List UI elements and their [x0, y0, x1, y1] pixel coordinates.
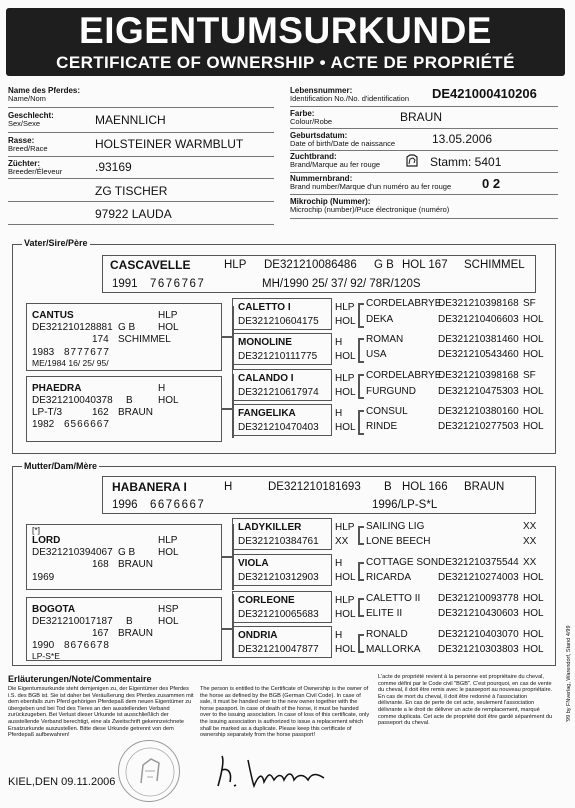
- gen4-sire-4-name: CORDELABRYE: [366, 370, 442, 381]
- gen4-sire-1-name: DEKA: [366, 314, 394, 325]
- gen3-dss-prefix: HLP: [335, 522, 355, 533]
- dam-dam-colour: BRAUN: [118, 628, 154, 639]
- gen4-dam-1-name: LONE BEECH: [366, 536, 431, 547]
- gen3-dss-name: LADYKILLER: [238, 522, 302, 533]
- dam-sire-height: 168: [92, 559, 109, 570]
- gen4-dam-7-name: MALLORKA: [366, 644, 421, 655]
- gen4-sire-0-mark: SF: [523, 298, 536, 309]
- gen4-dam-2-name: COTTAGE SON: [366, 557, 439, 568]
- gen3-ddd-ueln: DE321210047877: [238, 644, 319, 655]
- gen4-dam-5-ueln: DE321210430603: [438, 608, 519, 619]
- gen3-dsd-prefix: H: [335, 558, 343, 569]
- gen3-sdd-prefix: H: [335, 408, 343, 419]
- dam-dam-year: 1990: [32, 640, 55, 651]
- dam-dam-height: 167: [92, 628, 109, 639]
- sire-name: CASCAVELLE: [110, 258, 191, 272]
- gen4-sire-5-name: FURGUND: [366, 386, 416, 397]
- gen4-dam-4-mark: HOL: [523, 593, 544, 604]
- certificate-subtitle: CERTIFICATE OF OWNERSHIP • ACTE DE PROPRIÉTÉ: [56, 53, 515, 72]
- sire-dam-brand: B: [126, 395, 133, 406]
- gen4-sire-6-mark: HOL: [523, 406, 544, 417]
- gen3-ddd-breed: HOL: [335, 644, 356, 655]
- ueln-value: DE421000410206: [432, 86, 537, 101]
- dam-dam-lp: LP-S*E: [32, 651, 60, 661]
- sire-sire-year: 1983: [32, 347, 55, 358]
- title-banner: [6, 8, 565, 76]
- sire-dam-ln: 6566667: [64, 419, 110, 430]
- sire-sire-performance: ME/1984 16/ 25/ 95/: [32, 358, 109, 368]
- gen3-dds-ueln: DE321210065683: [238, 609, 319, 620]
- sire-dam-breed: HOL: [158, 395, 179, 406]
- sex-label: Geschlecht: Sex/Sexe: [8, 111, 54, 128]
- gen4-sire-1-mark: HOL: [523, 314, 544, 325]
- gen4-dam-6-name: RONALD: [366, 629, 408, 640]
- gen4-dam-5-name: ELITE II: [366, 608, 403, 619]
- gen4-sire-3-mark: HOL: [523, 349, 544, 360]
- gen3-ssd-name: MONOLINE: [238, 337, 292, 348]
- sire-sire-colour: SCHIMMEL: [118, 334, 171, 345]
- gen4-dam-4-ueln: DE321210093778: [438, 593, 519, 604]
- gen3-sds-breed: HOL: [335, 387, 356, 398]
- gen4-dam-7-ueln: DE321210303803: [438, 644, 519, 655]
- gen4-sire-3-ueln: DE321210543460: [438, 349, 519, 360]
- dam-dam-prefix: HSP: [158, 604, 179, 615]
- gen3-ssd-breed: HOL: [335, 351, 356, 362]
- signature-image: [208, 752, 340, 792]
- gen3-dds-name: CORLEONE: [238, 595, 295, 606]
- dam-section-label: Mutter/Dam/Mère: [24, 461, 98, 471]
- dam-dam-name: BOGOTA: [32, 604, 76, 615]
- sire-year: 1991: [112, 278, 138, 290]
- gen3-dds-breed: HOL: [335, 609, 356, 620]
- gen4-sire-0-name: CORDELABRYE: [366, 298, 442, 309]
- dob-value: 13.05.2006: [432, 132, 493, 146]
- notes-german: Die Eigentumsurkunde steht demjenigen zu, der Eigentümer des Pferdes i.S. des BGB ist. Sie ist daher bei Veräußerung des Pferdes zusammen mit dem ebenfalls zum Pferd gehörigen Pferdepaß dem neuen Eigentümer zu übergeben und bei Tod des Tieres an den ausstellenden Verband zurückzugeben. Bei Verlust dieser Urkunde ist ausschließlich der ausstellende Verband berechtigt, eine als Zweitschrift gekennzeichnete Ersatzurkunde auszustellen. Bitte diese Urkunde getrennt von dem Pferdepaß aufbewahren!: [8, 686, 194, 739]
- brand-stamm: Stamm: 5401: [430, 155, 502, 169]
- breed-label: Rasse: Breed/Race: [8, 136, 48, 153]
- sire-brand: G B: [374, 259, 394, 271]
- name-label: Name des Pferdes: Name/Nom: [8, 86, 81, 103]
- colour-value: BRAUN: [400, 110, 443, 124]
- gen3-sds-prefix: HLP: [335, 373, 355, 384]
- dam-year: 1996: [112, 499, 138, 511]
- gen4-sire-4-ueln: DE321210398168: [438, 370, 519, 381]
- gen4-sire-7-ueln: DE321210277503: [438, 421, 519, 432]
- gen3-sss-ueln: DE321210604175: [238, 316, 319, 327]
- sire-sire-ueln: DE321210128881: [32, 322, 113, 333]
- sire-dam-height: 162: [92, 407, 109, 418]
- sire-dam-ueln: DE321210040378: [32, 395, 113, 406]
- dam-sire-name: LORD: [32, 535, 61, 546]
- gen4-dam-7-mark: HOL: [523, 644, 544, 655]
- gen3-sdd-name: FANGELIKA: [238, 408, 296, 419]
- gen3-sdd-breed: HOL: [335, 422, 356, 433]
- dam-lp: 1996/LP-S*L: [372, 499, 438, 511]
- gen3-sss-name: CALETTO I: [238, 302, 291, 313]
- sire-section-label: Vater/Sire/Père: [24, 238, 88, 248]
- sire-sire-height: 174: [92, 334, 109, 345]
- gen4-dam-0-mark: XX: [523, 521, 537, 532]
- colour-label: Farbe: Colour/Robe: [290, 109, 333, 126]
- dam-breed: HOL 166: [402, 481, 448, 493]
- gen3-sss-prefix: HLP: [335, 302, 355, 313]
- sire-sire-brand: G B: [118, 322, 136, 333]
- sire-colour: SCHIMMEL: [464, 259, 525, 271]
- gen4-dam-4-name: CALETTO II: [366, 593, 421, 604]
- sire-dam-colour: BRAUN: [118, 407, 154, 418]
- gen4-dam-2-ueln: DE321210375544: [438, 557, 519, 568]
- sire-ln: 7676767: [150, 278, 206, 290]
- gen4-dam-2-mark: XX: [523, 557, 537, 568]
- brand-label: Zuchtbrand: Brand/Marque au fer rouge: [290, 152, 381, 169]
- dam-brand: B: [384, 481, 392, 493]
- gen4-sire-7-mark: HOL: [523, 421, 544, 432]
- notes-french: L'acte de propriété revient à la personne est propriétaire du cheval, comme défini par le Code civil "BGB". C'est pourquoi, en cas de vente du cheval, il doit être remis avec le passeport au nouveau propriétaire. En cas de mort du cheval, il doit être redonné à l'association délivrante. En cas de perte de cet acte, seulement l'association délivrante a le droit de délivrer un acte de remplacement, marqué comme duplicata. Cet acte de propriété doit être gardé séparément du passeport du cheval.: [378, 674, 553, 727]
- gen4-sire-2-ueln: DE321210381460: [438, 334, 519, 345]
- gen3-ddd-prefix: H: [335, 630, 343, 641]
- gen3-dsd-breed: HOL: [335, 572, 356, 583]
- brandno-label: Nummernbrand: Brand number/Marque d'un numéro au fer rouge: [290, 174, 452, 191]
- gen3-ssd-ueln: DE321210111775: [238, 351, 318, 362]
- gen3-ddd-name: ONDRIA: [238, 630, 278, 641]
- gen4-sire-5-ueln: DE321210475303: [438, 386, 519, 397]
- sire-sire-name: CANTUS: [32, 310, 74, 321]
- sire-sire-ln: 8777677: [64, 347, 110, 358]
- sire-sire-breed: HOL: [158, 322, 179, 333]
- dob-label: Geburtsdatum: Date of birth/Date de naissance: [290, 131, 396, 148]
- gen4-sire-1-ueln: DE321210406603: [438, 314, 519, 325]
- dam-sire-ueln: DE321210394067: [32, 547, 113, 558]
- gen4-dam-6-ueln: DE321210403070: [438, 629, 519, 640]
- gen4-dam-1-mark: XX: [523, 536, 537, 547]
- breeder-name: ZG TISCHER: [95, 184, 168, 198]
- gen3-dss-ueln: DE321210384761: [238, 536, 319, 547]
- sire-dam-prefix: H: [158, 383, 166, 394]
- gen3-dsd-ueln: DE321210312903: [238, 572, 319, 583]
- gen3-sds-ueln: DE321210617974: [238, 387, 319, 398]
- dam-prefix: H: [224, 481, 233, 493]
- gen4-dam-3-ueln: DE321210274003: [438, 572, 519, 583]
- breeder-label: Züchter: Breeder/Éleveur: [8, 159, 63, 176]
- gen4-sire-0-ueln: DE321210398168: [438, 298, 519, 309]
- sire-dam-name: PHAEDRA: [32, 383, 82, 394]
- seal-emblem-icon: [119, 741, 181, 803]
- sire-ueln: DE321210086486: [264, 259, 357, 271]
- certificate-title: EIGENTUMSURKUNDE: [79, 10, 492, 51]
- sire-prefix: HLP: [224, 259, 247, 271]
- dam-dam-ueln: DE321210017187: [32, 616, 113, 627]
- holstein-brand-icon: [405, 154, 419, 168]
- sire-breed: HOL 167: [402, 259, 448, 271]
- brandno-value: 0 2: [482, 176, 501, 191]
- gen4-sire-6-ueln: DE321210380160: [438, 406, 519, 417]
- dam-ln: 6676667: [150, 499, 206, 511]
- place-date: KIEL,DEN 09.11.2006: [8, 776, 116, 788]
- gen4-sire-3-name: USA: [366, 349, 387, 360]
- breeder-id: .93169: [95, 160, 132, 174]
- gen3-dsd-name: VIOLA: [238, 558, 269, 569]
- chip-label: Mikrochip (Nummer): Microchip (number)/Puce électronique (numéro): [290, 197, 450, 214]
- dam-sire-breed: HOL: [158, 547, 179, 558]
- dam-ueln: DE321210181693: [268, 481, 361, 493]
- print-note: '99 by FNverlag, Warendorf, Stand 4/99: [566, 625, 572, 722]
- gen4-sire-6-name: CONSUL: [366, 406, 408, 417]
- dam-dam-breed: HOL: [158, 616, 179, 627]
- dam-dam-brand: B: [126, 616, 133, 627]
- gen3-ssd-prefix: H: [335, 337, 343, 348]
- dam-dam-ln: 8676678: [64, 640, 110, 651]
- gen4-dam-3-mark: HOL: [523, 572, 544, 583]
- gen4-dam-3-name: RICARDA: [366, 572, 412, 583]
- gen4-dam-6-mark: HOL: [523, 629, 544, 640]
- notes-english: The person is entitled to the Certificate of Ownership is the owner of the horse as defined by the BGB (German Civil Code). In case of sale, it must be handed over to the new owner together with the horse passport. In case of death of the horse, it must be handed over to the issuing association. In case of loss of this certificate, only the issuing association is authorized to issue a replacement which shall be marked as a duplicate. Please keep this certificate of ownership separately from the horse passport!: [200, 686, 370, 739]
- gen4-dam-5-mark: HOL: [523, 608, 544, 619]
- gen4-sire-4-mark: SF: [523, 370, 536, 381]
- gen3-dds-prefix: HLP: [335, 595, 355, 606]
- dam-sire-year: 1969: [32, 572, 55, 583]
- gen3-sdd-ueln: DE321210470403: [238, 422, 319, 433]
- sire-performance: MH/1990 25/ 37/ 92/ 78R/120S: [262, 278, 421, 290]
- gen4-sire-2-name: ROMAN: [366, 334, 404, 345]
- gen3-dss-breed: XX: [335, 536, 349, 547]
- gen4-sire-2-mark: HOL: [523, 334, 544, 345]
- dam-sire-prefix: HLP: [158, 535, 178, 546]
- ueln-label: Lebensnummer: Identification No./No. d'identification: [290, 86, 410, 103]
- official-seal: [118, 740, 180, 802]
- gen3-sds-name: CALANDO I: [238, 373, 294, 384]
- sire-sire-prefix: HLP: [158, 310, 178, 321]
- breeder-city: 97922 LAUDA: [95, 207, 172, 221]
- gen4-dam-0-name: SAILING LIG: [366, 521, 425, 532]
- dam-sire-star: [*]: [32, 525, 41, 535]
- gen3-sss-breed: HOL: [335, 316, 356, 327]
- sire-dam-lp: LP-T/3: [32, 407, 63, 418]
- sex-value: MAENNLICH: [95, 113, 166, 127]
- dam-sire-brand: G B: [118, 547, 136, 558]
- notes-label: Erläuterungen/Note/Commentaire: [8, 674, 152, 684]
- gen4-sire-7-name: RINDE: [366, 421, 398, 432]
- dam-colour: BRAUN: [464, 481, 505, 493]
- dam-name: HABANERA I: [112, 480, 187, 494]
- sire-dam-year: 1982: [32, 419, 55, 430]
- dam-sire-colour: BRAUN: [118, 559, 154, 570]
- gen4-sire-5-mark: HOL: [523, 386, 544, 397]
- breed-value: HOLSTEINER WARMBLUT: [95, 137, 244, 151]
